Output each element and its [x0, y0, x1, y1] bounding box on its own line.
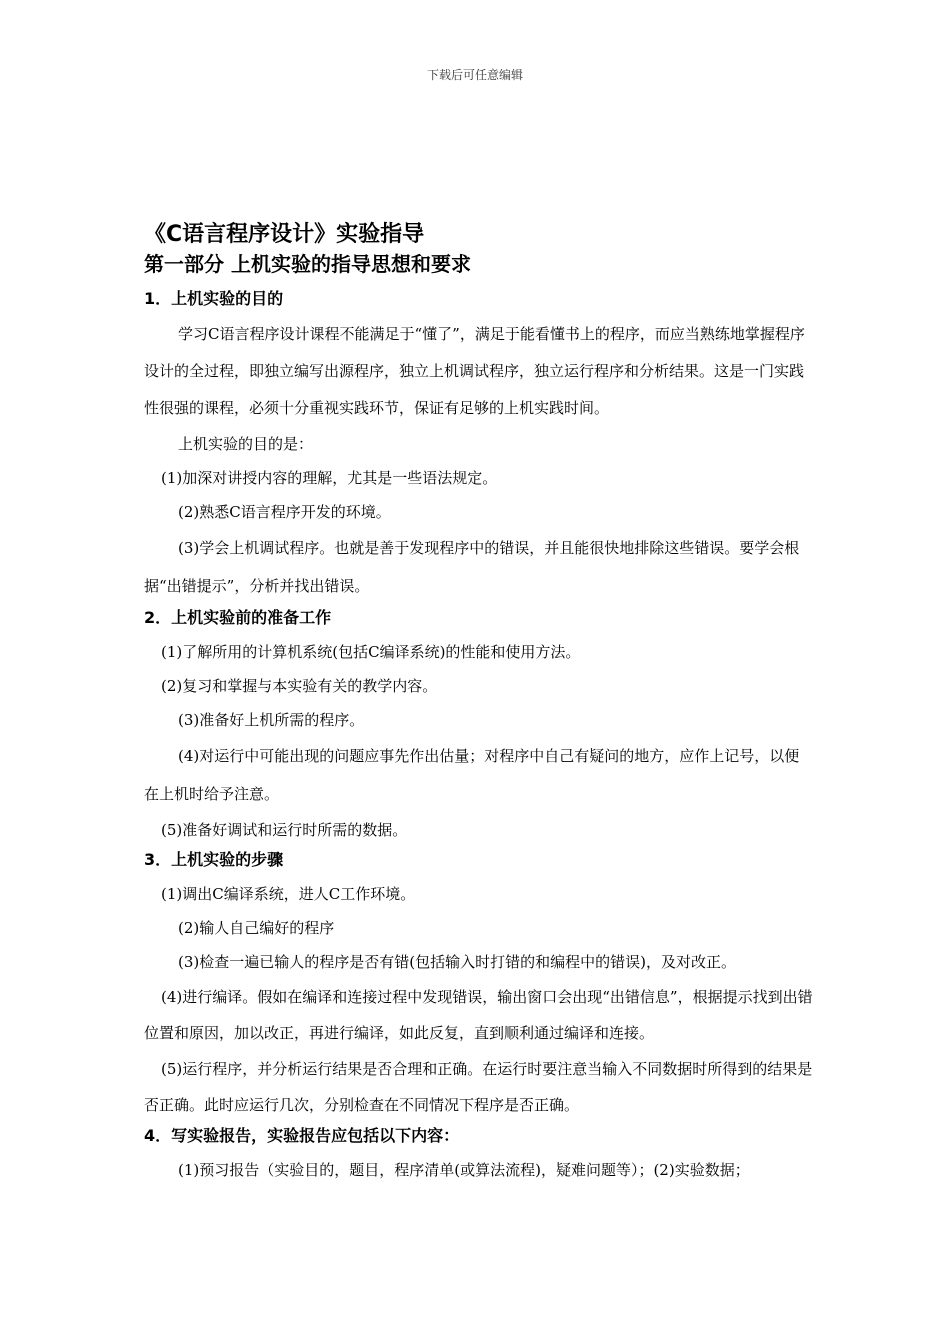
part-title: 第一部分 上机实验的指导思想和要求 [144, 252, 471, 276]
list-item: (4)对运行中可能出现的问题应事先作出估量；对程序中自己有疑问的地方，应作上记号，以便在上机时给予注意。 [144, 747, 800, 803]
list-item: (5)运行程序，并分析运行结果是否合理和正确。在运行时要注意当输入不同数据时所得到的结果是否正确。此时应运行几次，分别检查在不同情况下程序是否正确。 [144, 1060, 813, 1114]
section-1-paragraph: 学习C语言程序设计课程不能满足于“懂了”，满足于能看懂书上的程序，而应当熟练地掌握程序设计的全过程，即独立编写出源程序，独立上机调试程序，独立运行程序和分析结果。这是一门实践性很强的课程，必须十分重视实践环节，保证有足够的上机实践时间。 [144, 325, 805, 417]
section-heading-2: 2．上机实验前的准备工作 [144, 608, 332, 627]
list-item: (3)准备好上机所需的程序。 [178, 711, 365, 729]
list-item: (1)预习报告（实验目的，题目，程序清单(或算法流程)，疑难问题等）；(2)实验数据； [178, 1161, 750, 1179]
document-body [144, 220, 814, 1187]
list-item: (3)学会上机调试程序。也就是善于发现程序中的错误，并且能很快地排除这些错误。要学会根据“出错提示”，分析并找出错误。 [144, 539, 800, 595]
list-item: (5)准备好调试和运行时所需的数据。 [161, 821, 408, 839]
list-item: (4)进行编译。假如在编译和连接过程中发现错误，输出窗口会出现“出错信息”，根据提示找到出错位置和原因，加以改正，再进行编译，如此反复，直到顺利通过编译和连接。 [144, 988, 813, 1042]
list-item: (3)检查一遍已输人的程序是否有错(包括输入时打错的和编程中的错误)，及对改正。 [178, 953, 736, 971]
section-heading-4: 4．写实验报告，实验报告应包括以下内容： [144, 1126, 460, 1145]
page-header-note: 下载后可任意编辑 [426, 68, 523, 82]
section-heading-3: 3．上机实验的步骤 [144, 850, 284, 869]
list-item: (2)熟悉C语言程序开发的环境。 [178, 503, 391, 521]
list-item: (1)加深对讲授内容的理解，尤其是一些语法规定。 [161, 469, 498, 487]
list-item: (1)了解所用的计算机系统(包括C编译系统)的性能和使用方法。 [161, 643, 581, 661]
section-1-intro: 上机实验的目的是： [178, 435, 314, 453]
list-item: (2)复习和掌握与本实验有关的教学内容。 [161, 677, 438, 695]
document-title: 《C语言程序设计》实验指导 [144, 222, 425, 247]
section-heading-1: 1．上机实验的目的 [144, 289, 284, 308]
list-item: (2)输人自己编好的程序 [178, 919, 335, 937]
list-item: (1)调出C编译系统，进人C工作环境。 [161, 885, 416, 903]
